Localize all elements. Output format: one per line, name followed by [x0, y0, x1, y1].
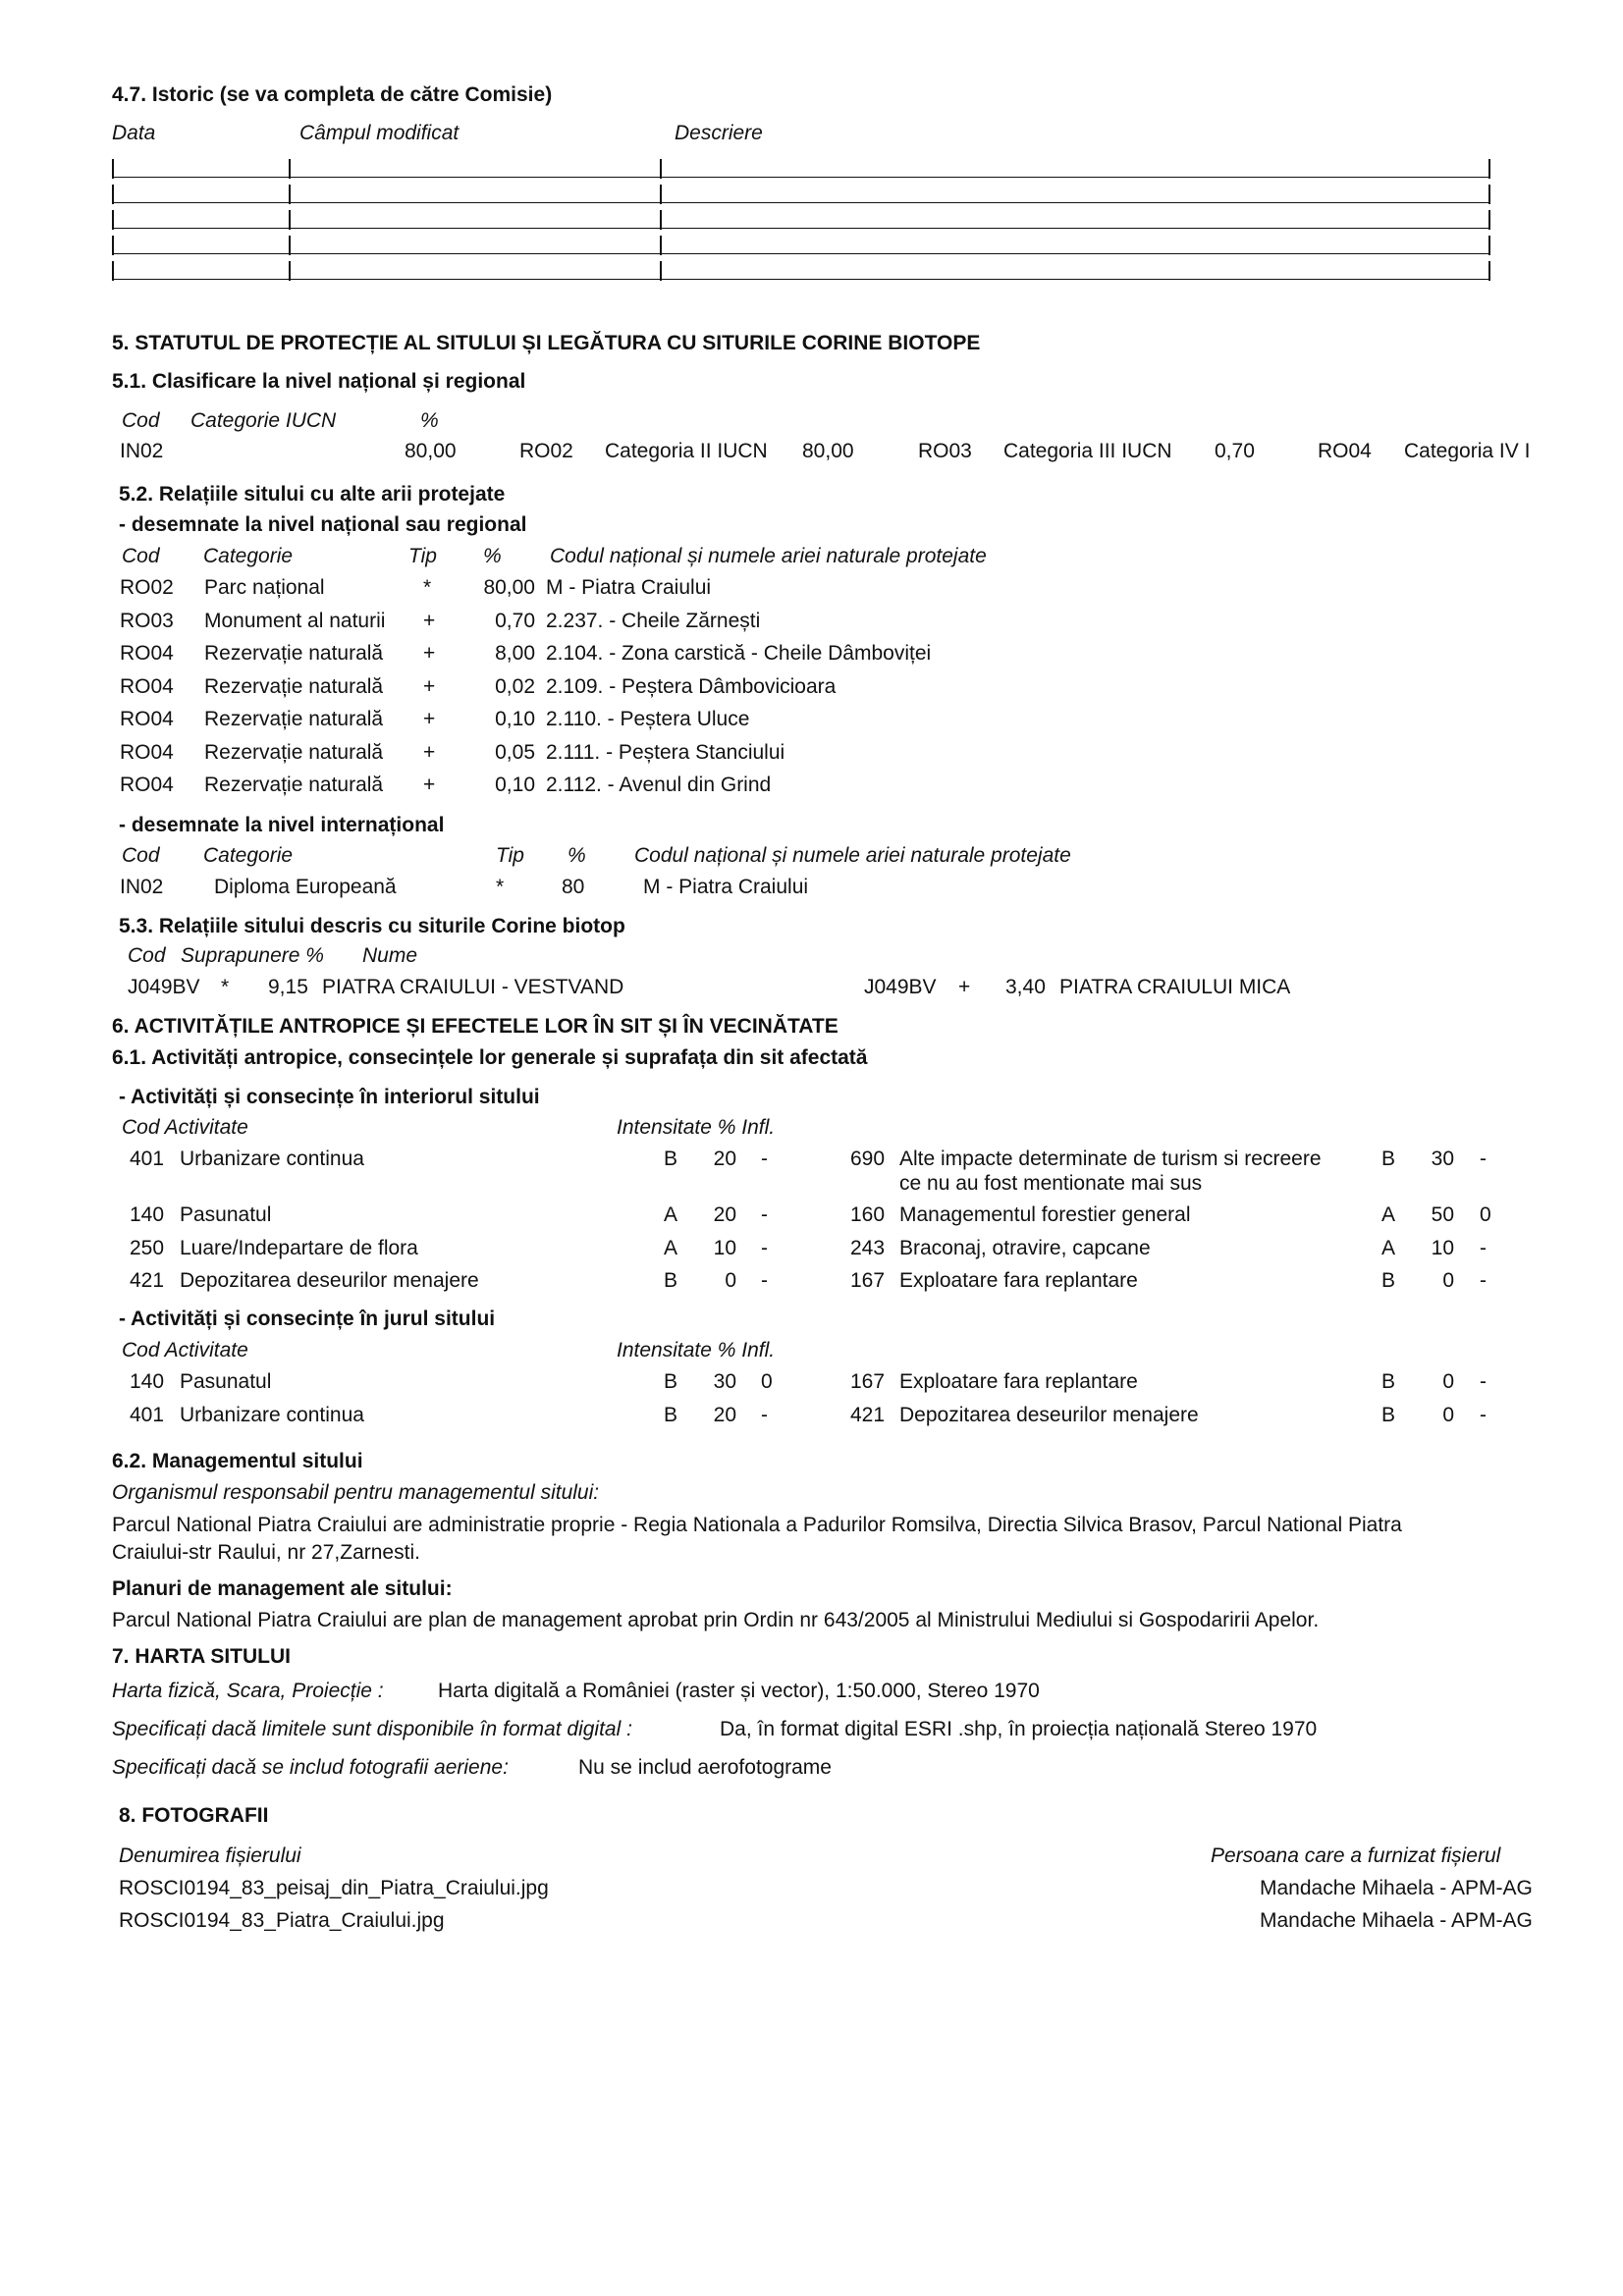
s52-header-percent: %	[483, 545, 502, 567]
section-4-7-title: 4.7. Istoric (se va completa de către Comisie)	[112, 83, 553, 106]
activity-percent: 0	[1442, 1370, 1454, 1393]
activity-intensity: B	[1381, 1404, 1396, 1426]
history-cell-divider	[289, 185, 291, 204]
s53-item-percent: 9,15	[268, 976, 308, 998]
section-5-3-title: 5.3. Relațiile sitului descris cu siturile Corine biotop	[119, 915, 625, 937]
s52-int-header-category: Categorie	[203, 844, 294, 867]
activity-influence: -	[1480, 1370, 1487, 1393]
history-cell-divider	[1488, 159, 1490, 179]
s7-aerial-label: Specificați dacă se includ fotografii aeriene:	[112, 1756, 509, 1779]
s7-limits-value: Da, în format digital ESRI .shp, în proiecția națională Stereo 1970	[720, 1718, 1318, 1740]
history-cell	[114, 183, 291, 203]
activity-code: 140	[130, 1370, 165, 1393]
s52-row-type: +	[423, 740, 436, 764]
s52-int-header-percent: %	[568, 844, 586, 867]
activity-influence: -	[1480, 1269, 1487, 1292]
s52-row-cod: RO02	[120, 576, 174, 599]
s61-header-activity: Cod Activitate	[122, 1116, 248, 1139]
activity-name: Urbanizare continua	[180, 1404, 364, 1426]
s52-row-percent: 0,02	[495, 674, 535, 698]
s52-row-category: Rezervație naturală	[204, 642, 384, 665]
history-col-desc: Descriere	[675, 122, 763, 144]
activity-percent: 0	[725, 1269, 736, 1292]
activity-name: Braconaj, otravire, capcane	[899, 1237, 1151, 1259]
s61-header-intensity: Intensitate % Infl.	[617, 1116, 776, 1139]
s51-item-percent: 0,70	[1215, 440, 1255, 462]
s53-header-name: Nume	[362, 944, 418, 967]
s52-row-name: 2.104. - Zona carstică - Cheile Dâmboviței	[546, 642, 932, 665]
history-cell-divider	[660, 210, 662, 230]
s52-header-category: Categorie	[203, 545, 294, 567]
activity-name: Exploatare fara replantare	[899, 1370, 1138, 1393]
history-row	[112, 157, 1490, 179]
history-cell	[291, 208, 662, 229]
activity-percent: 20	[713, 1203, 736, 1226]
history-cell	[114, 208, 291, 229]
history-cell	[114, 259, 291, 280]
activity-name: Pasunatul	[180, 1370, 272, 1393]
history-cell-divider	[289, 210, 291, 230]
s51-item-category: Categoria IV I	[1404, 441, 1531, 461]
s53-item-percent: 3,40	[1005, 976, 1046, 998]
activity-intensity: B	[664, 1148, 678, 1170]
s52-row-cod: RO03	[120, 609, 174, 632]
history-cell-divider	[289, 236, 291, 255]
s52-row-type: +	[423, 774, 436, 796]
history-cell	[662, 157, 1488, 178]
history-cell-divider	[1488, 210, 1490, 230]
history-cell	[114, 234, 291, 254]
s61-ext-header-intensity: Intensitate % Infl.	[617, 1339, 776, 1362]
activity-intensity: B	[664, 1370, 678, 1393]
s7-map-value: Harta digitală a României (raster și vector), 1:50.000, Stereo 1970	[438, 1680, 1040, 1702]
s52-row-percent: 0,10	[495, 774, 535, 796]
s52-row-type: +	[423, 708, 436, 730]
s8-file-person: Mandache Mihaela - APM-AG	[1260, 1878, 1533, 1898]
s53-item-cod: J049BV	[864, 976, 937, 998]
s52-subtitle-national: - desemnate la nivel național sau regional	[119, 513, 527, 536]
activity-percent: 10	[713, 1237, 736, 1259]
section-5-1-title: 5.1. Clasificare la nivel național și regional	[112, 370, 526, 393]
s62-plans-text: Parcul National Piatra Craiului are plan de management aprobat prin Ordin nr 643/2005 al Ministrului Mediului si Gospodaririi Apelor.	[112, 1609, 1320, 1631]
s51-item-cod: RO02	[519, 440, 573, 462]
s52-row-category: Rezervație naturală	[204, 708, 384, 730]
s51-item-category: Categoria III IUCN	[1003, 440, 1172, 462]
activity-intensity: B	[1381, 1148, 1396, 1170]
s8-file-name: ROSCI0194_83_peisaj_din_Piatra_Craiului.jpg	[119, 1877, 549, 1899]
history-cell	[662, 208, 1488, 229]
activity-intensity: B	[1381, 1370, 1396, 1393]
activity-name: Urbanizare continua	[180, 1148, 364, 1170]
activity-code: 250	[130, 1237, 165, 1259]
activity-code: 140	[130, 1203, 165, 1226]
activity-intensity: A	[664, 1203, 678, 1226]
s53-item-name: PIATRA CRAIULUI MICA	[1059, 976, 1291, 998]
activity-code: 243	[850, 1237, 886, 1259]
activity-code: 421	[850, 1404, 886, 1426]
activity-percent: 30	[713, 1370, 736, 1393]
activity-name: Luare/Indepartare de flora	[180, 1237, 418, 1259]
history-cell-divider	[112, 159, 114, 179]
activity-influence: -	[761, 1269, 768, 1292]
activity-influence: 0	[1480, 1203, 1491, 1226]
s52-int-row-percent: 80	[562, 876, 585, 898]
activity-percent: 30	[1431, 1148, 1454, 1170]
s52-int-row-name: M - Piatra Craiului	[643, 876, 809, 898]
activity-code: 690	[850, 1148, 886, 1170]
s52-int-row-type: *	[496, 876, 505, 898]
history-cell	[291, 259, 662, 280]
s62-org-label: Organismul responsabil pentru managementul sitului:	[112, 1481, 600, 1504]
activity-influence: 0	[761, 1370, 773, 1393]
activity-name: Depozitarea deseurilor menajere	[180, 1269, 479, 1292]
s52-row-cod: RO04	[120, 674, 174, 698]
s51-item-category: Categoria II IUCN	[605, 440, 768, 462]
s7-map-label: Harta fizică, Scara, Proiecție :	[112, 1680, 384, 1702]
activity-intensity: A	[1381, 1237, 1396, 1259]
s52-row-name: 2.109. - Peștera Dâmbovicioara	[546, 674, 837, 698]
activity-code: 167	[850, 1370, 886, 1393]
s52-row-percent: 0,70	[495, 609, 535, 632]
activity-influence: -	[761, 1203, 768, 1226]
s52-row-type: +	[423, 609, 436, 632]
s7-limits-label: Specificați dacă limitele sunt disponibile în format digital :	[112, 1718, 632, 1740]
history-cell-divider	[289, 159, 291, 179]
s52-row-category: Rezervație naturală	[204, 740, 384, 764]
history-cell-divider	[112, 261, 114, 281]
s51-item-cod: IN02	[120, 440, 164, 462]
history-col-field: Câmpul modificat	[299, 122, 460, 144]
s52-row-type: +	[423, 642, 436, 665]
activity-name: Alte impacte determinate de turism si recreere	[899, 1148, 1322, 1170]
history-cell	[291, 157, 662, 178]
s51-item-percent: 80,00	[405, 440, 457, 462]
s52-row-name: 2.237. - Cheile Zărnești	[546, 609, 761, 632]
activity-intensity: A	[664, 1237, 678, 1259]
s51-item-cod: RO04	[1318, 440, 1372, 462]
history-row	[112, 234, 1490, 255]
history-cell	[291, 234, 662, 254]
s61-ext-header-activity: Cod Activitate	[122, 1339, 248, 1362]
s62-org-line-2: Craiului-str Raului, nr 27,Zarnesti.	[112, 1541, 420, 1564]
s52-row-type: +	[423, 674, 436, 698]
s7-aerial-value: Nu se includ aerofotograme	[578, 1756, 832, 1779]
history-row	[112, 259, 1490, 281]
activity-percent: 0	[1442, 1269, 1454, 1292]
history-row	[112, 208, 1490, 230]
activity-name-continued: ce nu au fost mentionate mai sus	[899, 1172, 1203, 1195]
s8-header-file: Denumirea fișierului	[119, 1844, 301, 1867]
s52-int-row-cod: IN02	[120, 876, 164, 898]
s52-int-header-type: Tip	[496, 844, 524, 867]
s52-row-cod: RO04	[120, 642, 174, 665]
section-6-2-title: 6.2. Managementul sitului	[112, 1450, 363, 1472]
history-cell	[662, 234, 1488, 254]
s52-int-header-cod: Cod	[122, 844, 160, 867]
history-cell	[114, 157, 291, 178]
activity-percent: 0	[1442, 1404, 1454, 1426]
s52-row-percent: 80,00	[483, 576, 535, 599]
activity-code: 167	[850, 1269, 886, 1292]
activity-code: 401	[130, 1404, 165, 1426]
history-cell-divider	[289, 261, 291, 281]
history-cell-divider	[660, 159, 662, 179]
activity-name: Managementul forestier general	[899, 1203, 1191, 1226]
history-cell-divider	[660, 261, 662, 281]
s51-item-cod: RO03	[918, 440, 972, 462]
s52-row-percent: 0,10	[495, 708, 535, 730]
activity-percent: 20	[713, 1404, 736, 1426]
section-7-title: 7. HARTA SITULUI	[112, 1645, 291, 1668]
activity-percent: 50	[1431, 1203, 1454, 1226]
section-6-1-title: 6.1. Activități antropice, consecințele lor generale și suprafața din sit afectată	[112, 1046, 868, 1069]
activity-intensity: B	[664, 1404, 678, 1426]
activity-influence: -	[761, 1148, 768, 1170]
s52-header-cod: Cod	[122, 545, 160, 567]
activity-name: Pasunatul	[180, 1203, 272, 1226]
section-6-title: 6. ACTIVITĂȚILE ANTROPICE ȘI EFECTELE LOR ÎN SIT ȘI ÎN VECINĂTATE	[112, 1015, 839, 1038]
s8-file-name: ROSCI0194_83_Piatra_Craiului.jpg	[119, 1909, 445, 1932]
s53-header-cod: Cod	[128, 944, 166, 967]
section-5-2-title: 5.2. Relațiile sitului cu alte arii protejate	[119, 483, 506, 506]
s52-int-header-name: Codul național și numele ariei naturale protejate	[634, 844, 1071, 867]
s51-header-cod: Cod	[122, 409, 160, 432]
s51-header-category: Categorie IUCN	[190, 409, 337, 432]
s53-item-name: PIATRA CRAIULUI - VESTVAND	[322, 976, 624, 998]
s53-header-overlap: Suprapunere %	[181, 944, 324, 967]
activity-intensity: B	[664, 1269, 678, 1292]
s61-subtitle-exterior: - Activități și consecințe în jurul sitului	[119, 1308, 496, 1330]
s52-row-type: *	[423, 576, 432, 599]
s53-item-type: +	[958, 976, 971, 998]
history-cell	[291, 183, 662, 203]
s53-item-type: *	[221, 976, 230, 998]
activity-name: Exploatare fara replantare	[899, 1269, 1138, 1292]
activity-percent: 20	[713, 1148, 736, 1170]
history-cell-divider	[660, 185, 662, 204]
activity-name: Depozitarea deseurilor menajere	[899, 1404, 1199, 1426]
s52-row-percent: 8,00	[495, 642, 535, 665]
s52-header-type: Tip	[408, 545, 437, 567]
history-cell-divider	[112, 185, 114, 204]
s52-row-category: Rezervație naturală	[204, 674, 384, 698]
s52-header-name: Codul național și numele ariei naturale protejate	[550, 545, 987, 567]
s8-header-person: Persoana care a furnizat fișierul	[1211, 1844, 1501, 1867]
s52-int-row-category: Diploma Europeană	[214, 876, 397, 898]
history-cell-divider	[1488, 261, 1490, 281]
history-row	[112, 183, 1490, 204]
history-cell	[662, 183, 1488, 203]
s51-item-percent: 80,00	[802, 440, 854, 462]
activity-code: 421	[130, 1269, 165, 1292]
section-5-title: 5. STATUTUL DE PROTECȚIE AL SITULUI ȘI LEGĂTURA CU SITURILE CORINE BIOTOPE	[112, 332, 981, 354]
activity-influence: -	[761, 1237, 768, 1259]
activity-influence: -	[761, 1404, 768, 1426]
s52-row-category: Rezervație naturală	[204, 774, 384, 796]
s52-row-name: 2.110. - Peștera Uluce	[546, 708, 750, 730]
s52-row-name: 2.112. - Avenul din Grind	[546, 774, 772, 796]
s62-org-line-1: Parcul National Piatra Craiului are administratie proprie - Regia Nationala a Padurilor Romsilva, Directia Silvica Brasov, Parcul National Piatra	[112, 1514, 1402, 1536]
activity-influence: -	[1480, 1237, 1487, 1259]
s52-row-name: M - Piatra Craiului	[546, 576, 712, 599]
activity-influence: -	[1480, 1404, 1487, 1426]
activity-percent: 10	[1431, 1237, 1454, 1259]
history-col-date: Data	[112, 122, 156, 144]
history-cell-divider	[1488, 185, 1490, 204]
s52-row-percent: 0,05	[495, 740, 535, 764]
activity-code: 160	[850, 1203, 886, 1226]
activity-intensity: B	[1381, 1269, 1396, 1292]
history-cell-divider	[660, 236, 662, 255]
s61-subtitle-interior: - Activități și consecințe în interiorul sitului	[119, 1086, 540, 1108]
s62-plans-label: Planuri de management ale sitului:	[112, 1577, 453, 1600]
history-cell-divider	[112, 236, 114, 255]
s52-row-category: Monument al naturii	[204, 609, 386, 632]
s8-file-person: Mandache Mihaela - APM-AG	[1260, 1910, 1533, 1931]
activity-intensity: A	[1381, 1203, 1396, 1226]
s52-row-cod: RO04	[120, 708, 174, 730]
s52-row-category: Parc național	[204, 576, 325, 599]
s51-header-percent: %	[420, 409, 439, 432]
history-cell-divider	[112, 210, 114, 230]
s52-subtitle-international: - desemnate la nivel internațional	[119, 814, 445, 836]
s52-row-name: 2.111. - Peștera Stanciului	[546, 740, 785, 764]
history-cell	[662, 259, 1488, 280]
s52-row-cod: RO04	[120, 740, 174, 764]
s52-row-cod: RO04	[120, 774, 174, 796]
history-cell-divider	[1488, 236, 1490, 255]
activity-code: 401	[130, 1148, 165, 1170]
s53-item-cod: J049BV	[128, 976, 200, 998]
section-8-title: 8. FOTOGRAFII	[119, 1804, 269, 1827]
activity-influence: -	[1480, 1148, 1487, 1170]
